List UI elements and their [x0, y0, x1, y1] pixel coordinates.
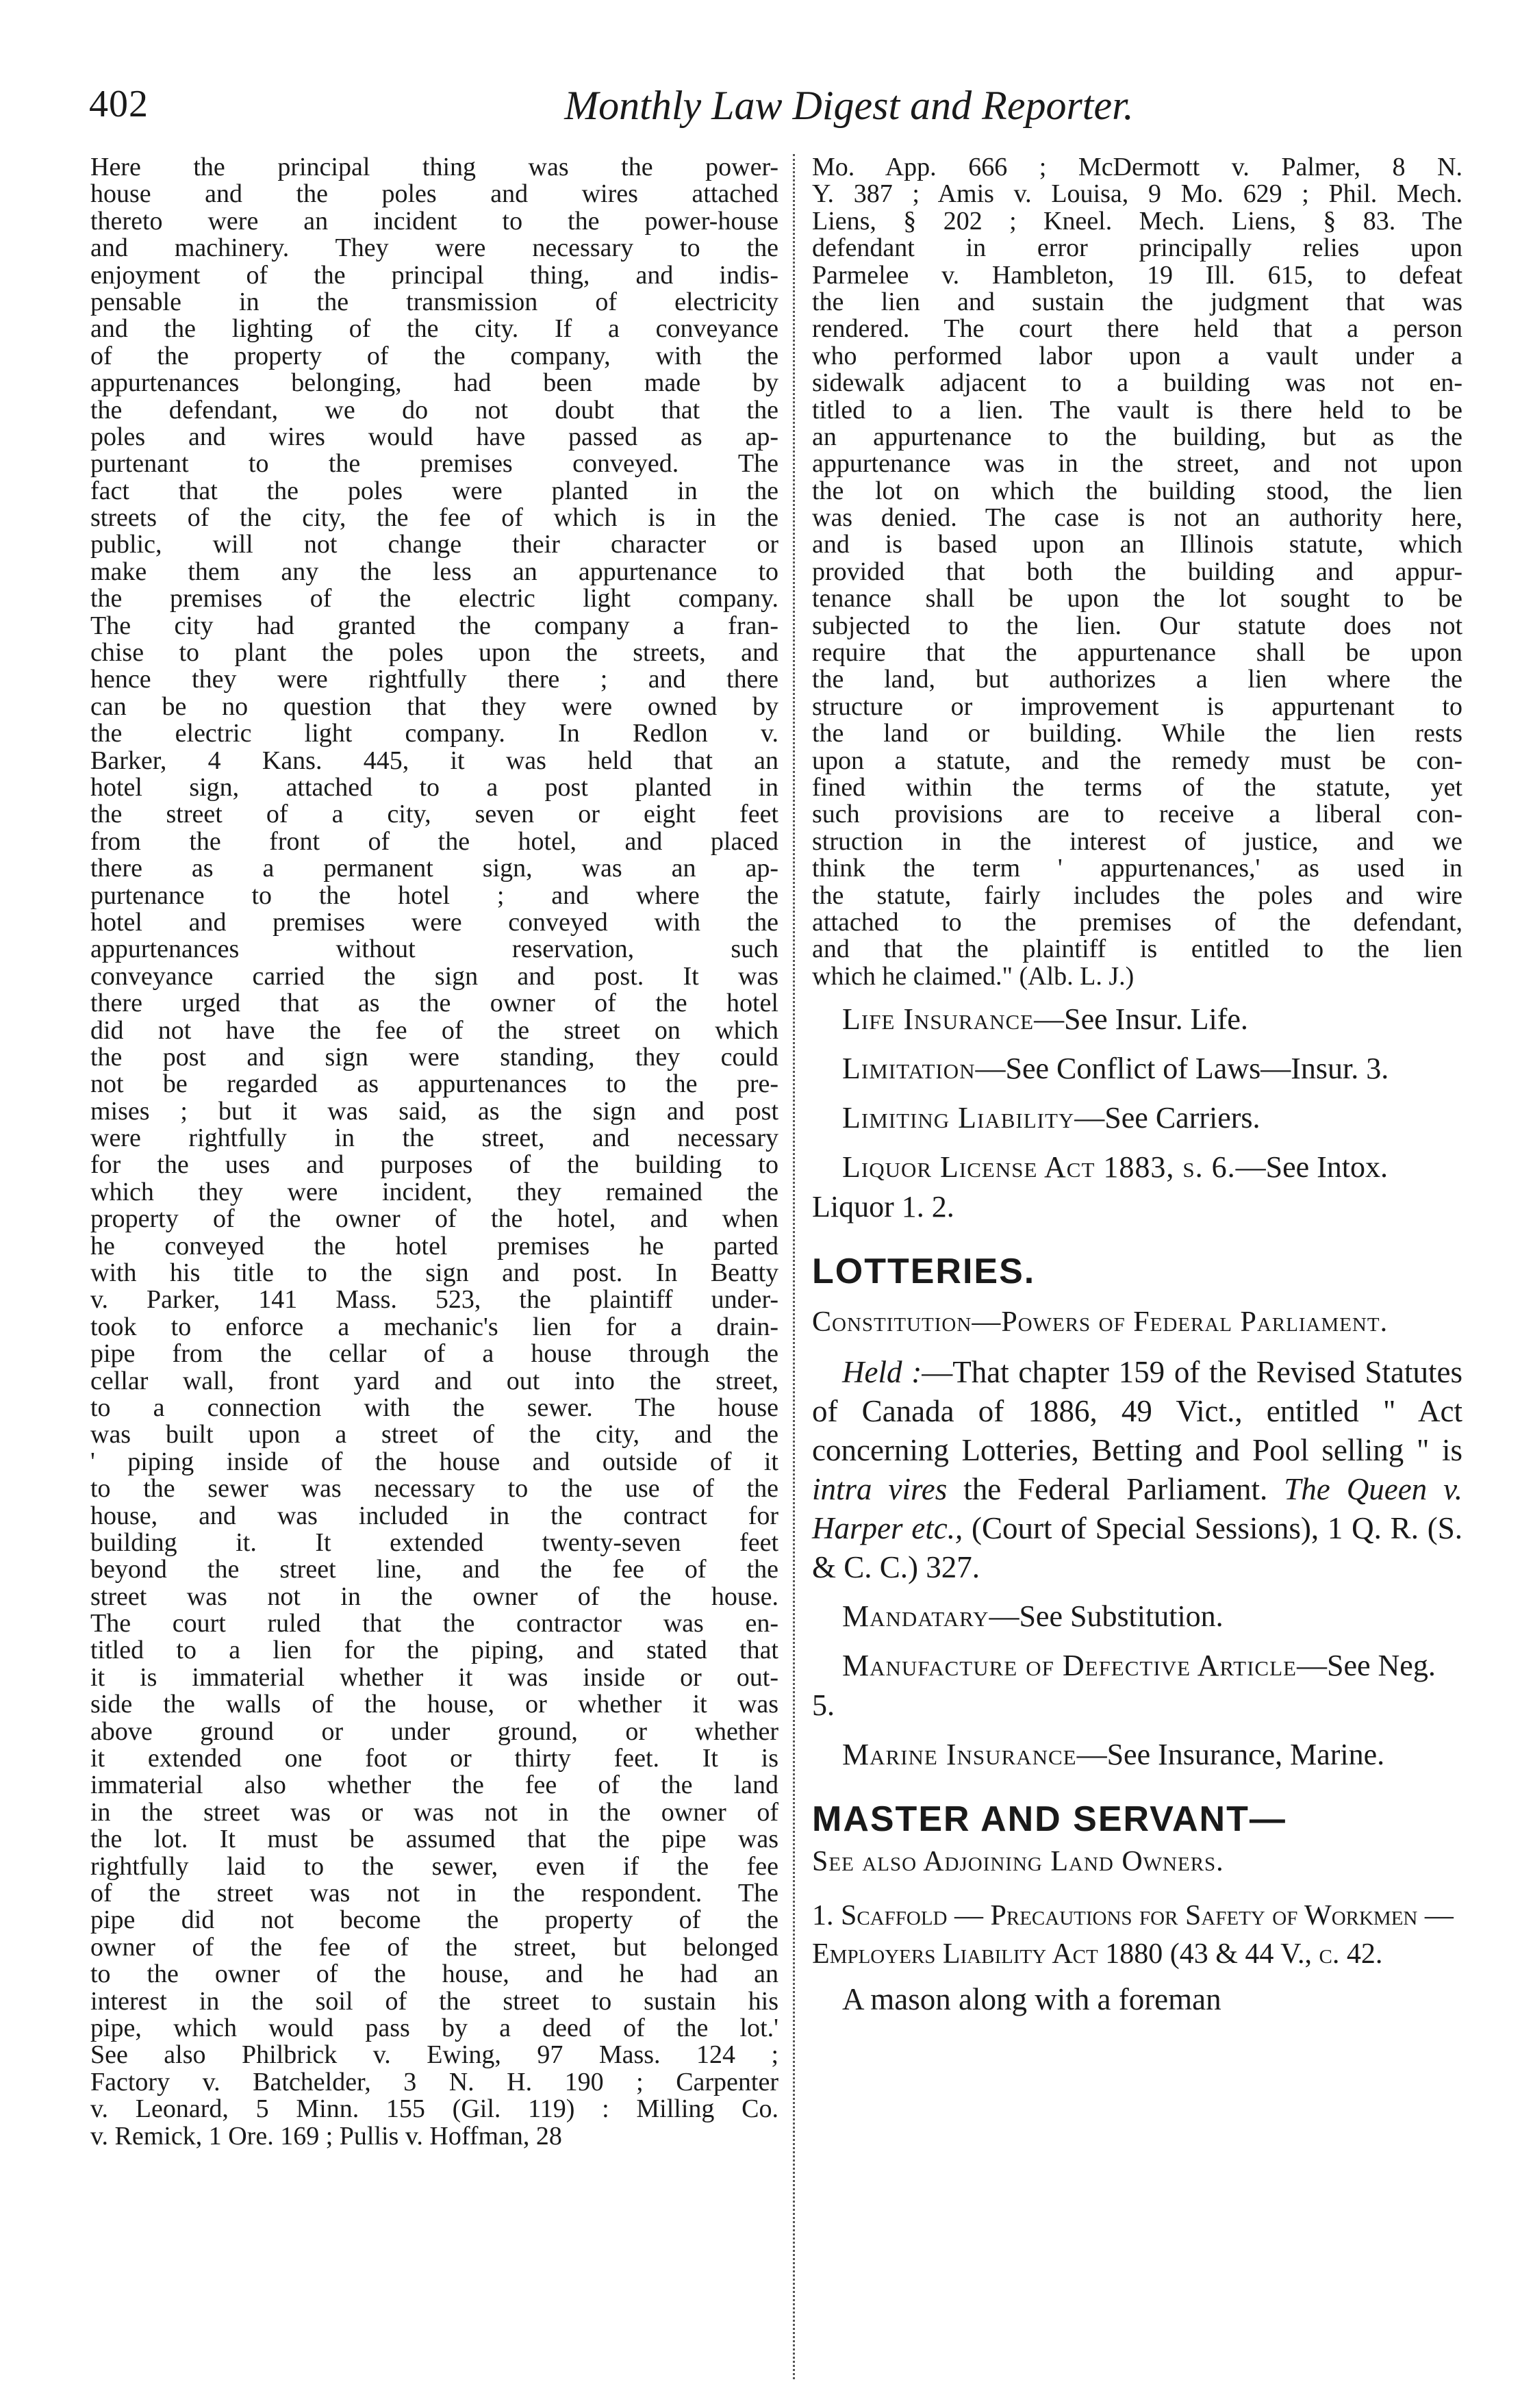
left-column-line: for the uses and purposes of the building to	[90, 1150, 778, 1180]
cross-reference-target: —See Insur. Life.	[1034, 1002, 1248, 1037]
cross-reference-head: Limitation	[842, 1052, 976, 1086]
right-column-line: structure or improvement is appurtenant to	[812, 692, 1462, 721]
left-column-line: mises ; but it was said, as the sign and post	[90, 1096, 778, 1126]
subsection-opening	[812, 1980, 1462, 2019]
right-column-line: the lot on which the building stood, the lien	[812, 476, 1462, 505]
left-column-line: make them any the less an appurtenance to	[90, 557, 778, 586]
left-column-line: hotel sign, attached to a post planted in	[90, 772, 778, 802]
left-column-line: to the owner of the house, and he had an	[90, 1960, 778, 1989]
left-column-line: The city had granted the company a fran-	[90, 611, 778, 640]
right-column-line: struction in the interest of justice, and we	[812, 826, 1462, 856]
opening-text: A mason along with a foreman	[842, 1982, 1221, 2017]
cross-reference-entry	[812, 1646, 1462, 1725]
right-column-line: an appurtenance to the building, but as the	[812, 422, 1462, 451]
cross-reference-target: —See Intox. Liquor 1. 2.	[812, 1150, 1389, 1224]
right-column-line: provided that both the building and appur-	[812, 557, 1462, 586]
right-column-line: Parmelee v. Hambleton, 19 Ill. 615, to defeat	[812, 260, 1462, 290]
left-column-line: it extended one foot or thirty feet. It is	[90, 1744, 778, 1773]
right-column-line: such provisions are to receive a liberal con-	[812, 800, 1462, 829]
right-column-line: rendered. The court there held that a person	[812, 314, 1462, 344]
subsection-title: 1. Scaffold — Precautions for Safety of Workmen — Employers Liability Act 1880 (43 & 44 V., c. 42.	[812, 1900, 1454, 1970]
page-header	[89, 82, 1441, 144]
cross-reference-entry	[812, 1098, 1462, 1138]
left-column-line: pipe did not become the property of the	[90, 1905, 778, 1935]
left-column-line: Barker, 4 Kans. 445, it was held that an	[90, 746, 778, 775]
left-column-line: which they were incident, they remained the	[90, 1177, 778, 1206]
left-column-line: thereto were an incident to the power-house	[90, 206, 778, 236]
right-column-line: Y. 387 ; Amis v. Louisa, 9 Mo. 629 ; Phil. Mech.	[812, 179, 1462, 209]
left-column-line: and machinery. They were necessary to the	[90, 233, 778, 263]
held-text: —That chapter 159 of the Revised Statutes of Canada of 1886, 49 Vict., entitled " Act concerning Lotteries, Betting and Pool selling " is	[812, 1355, 1462, 1468]
right-column-line: require that the appurtenance shall be upon	[812, 638, 1462, 668]
lotteries-subheading: Constitution—Powers of Federal Parliament.	[812, 1306, 1389, 1339]
case-citation: (Court of Special Sessions), 1 Q. R. (S. & C. C.) 327.	[812, 1511, 1462, 1585]
left-column-line: purtenance to the hotel ; and where the	[90, 880, 778, 910]
right-column-line: the statute, fairly includes the poles and wire	[812, 880, 1462, 910]
left-column-line: cellar wall, front yard and out into the street,	[90, 1366, 778, 1395]
right-column-line: which he claimed." (Alb. L. J.)	[812, 961, 1135, 991]
left-column-line: it is immaterial whether it was inside or out-	[90, 1662, 778, 1692]
left-column-line: with his title to the sign and post. In Beatty	[90, 1258, 778, 1288]
left-column-line: immaterial also whether the fee of the land	[90, 1771, 778, 1800]
left-column-line: hence they were rightfully there ; and there	[90, 665, 778, 694]
left-column-line: the street of a city, seven or eight feet	[90, 800, 778, 829]
right-column-line: subjected to the lien. Our statute does not	[812, 611, 1462, 640]
left-column-line: to a connection with the sewer. The house	[90, 1393, 778, 1422]
right-column-line: sidewalk adjacent to a building was not en-	[812, 368, 1462, 398]
right-column-line: the land or building. While the lien rests	[812, 719, 1462, 748]
right-column-line: Mo. App. 666 ; McDermott v. Palmer, 8 N.	[812, 153, 1462, 181]
left-column-line: public, will not change their character or	[90, 530, 778, 559]
section-heading-master-servant: MASTER AND SERVANT—	[812, 1799, 1287, 1840]
left-column-line: took to enforce a mechanic's lien for a drain-	[90, 1312, 778, 1341]
left-column-line: v. Remick, 1 Ore. 169 ; Pullis v. Hoffman, 28	[90, 2121, 562, 2151]
left-column-line: to the sewer was necessary to the use of the	[90, 1474, 778, 1504]
right-column-line: and that the plaintiff is entitled to the lien	[812, 935, 1462, 964]
right-column-line: the land, but authorizes a lien where the	[812, 665, 1462, 694]
left-column-line: interest in the soil of the street to sustain his	[90, 1986, 778, 2016]
left-column-line: of the street was not in the respondent. The	[90, 1879, 778, 1908]
left-column-line: there urged that as the owner of the hotel	[90, 989, 778, 1018]
left-column-line: house and the poles and wires attached	[90, 179, 778, 209]
left-column-line: titled to a lien for the piping, and stated that	[90, 1636, 778, 1665]
left-column-line: from the front of the hotel, and placed	[90, 826, 778, 856]
left-column-line: the defendant, we do not doubt that the	[90, 395, 778, 424]
right-column-line: attached to the premises of the defendant,	[812, 907, 1462, 937]
cross-reference-head: Liquor License Act 1883, s. 6.	[842, 1150, 1236, 1184]
cross-reference-target: —See Substitution.	[989, 1599, 1224, 1634]
cross-reference-target: —See Conflict of Laws—Insur. 3.	[975, 1052, 1389, 1086]
cross-reference-target: —See Insurance, Marine.	[1076, 1738, 1385, 1772]
left-column-line: of the property of the company, with the	[90, 341, 778, 370]
right-column-line: think the term ' appurtenances,' as used in	[812, 854, 1462, 883]
left-column-line: the electric light company. In Redlon v.	[90, 719, 778, 748]
right-column-line: defendant in error principally relies upon	[812, 233, 1462, 263]
right-column-line: was denied. The case is not an authority here,	[812, 503, 1462, 533]
left-column-line: beyond the street line, and the fee of the	[90, 1555, 778, 1584]
right-column-line: and is based upon an Illinois statute, which	[812, 530, 1462, 559]
left-column-line: owner of the fee of the street, but belonged	[90, 1932, 778, 1962]
left-column-line: fact that the poles were planted in the	[90, 476, 778, 505]
left-column-line: v. Parker, 141 Mass. 523, the plaintiff under-	[90, 1285, 778, 1315]
section-heading-lotteries: LOTTERIES.	[812, 1252, 1036, 1292]
left-column-line: Here the principal thing was the power-	[90, 153, 778, 181]
cross-reference-target: —See Carriers.	[1074, 1101, 1260, 1135]
right-column-text	[812, 154, 1462, 990]
right-column-line: titled to a lien. The vault is there held to be	[812, 395, 1462, 424]
left-column-line: Factory v. Batchelder, 3 N. H. 190 ; Carpenter	[90, 2067, 778, 2096]
cross-references-2	[812, 1597, 1462, 1775]
right-column-line: upon a statute, and the remedy must be con-	[812, 746, 1462, 775]
left-column-line: the post and sign were standing, they could	[90, 1042, 778, 1072]
left-column-line: streets of the city, the fee of which is in the	[90, 503, 778, 533]
left-column-line: did not have the fee of the street on which	[90, 1015, 778, 1045]
left-column-line: side the walls of the house, or whether it was	[90, 1690, 778, 1719]
left-column-line: pipe, which would pass by a deed of the lot.'	[90, 2013, 778, 2042]
lotteries-holding	[812, 1353, 1462, 1587]
left-column-line: and the lighting of the city. If a conveyance	[90, 314, 778, 344]
cross-reference-head: Mandatary	[842, 1599, 989, 1634]
left-column-line: appurtenances without reservation, such	[90, 935, 778, 964]
right-column-line: fined within the terms of the statute, yet	[812, 772, 1462, 802]
left-column-line: the premises of the electric light company.	[90, 584, 778, 613]
left-column-line: The court ruled that the contractor was en-	[90, 1609, 778, 1638]
left-column-line: rightfully laid to the sewer, even if the fee	[90, 1851, 778, 1881]
left-column-line: chise to plant the poles upon the streets, and	[90, 638, 778, 668]
left-column-line: conveyance carried the sign and post. It was	[90, 961, 778, 991]
cross-reference-entry	[812, 1049, 1462, 1089]
cross-reference-entry	[812, 1148, 1462, 1227]
cross-reference-entry	[812, 1000, 1462, 1039]
case-name: The Queen v. Harper etc.,	[812, 1472, 1463, 1546]
left-column-line: pensable in the transmission of electricity	[90, 287, 778, 316]
cross-references	[812, 1000, 1462, 1227]
left-column-line: ' piping inside of the house and outside of it	[90, 1447, 778, 1476]
right-column-line: who performed labor upon a vault under a	[812, 341, 1462, 370]
left-column-line: there as a permanent sign, was an ap-	[90, 854, 778, 883]
left-column-line: above ground or under ground, or whether	[90, 1716, 778, 1746]
cross-reference-head: Manufacture of Defective Article	[842, 1649, 1297, 1683]
left-column-line: hotel and premises were conveyed with the	[90, 907, 778, 937]
column-divider	[793, 154, 795, 2379]
right-column-line: tenance shall be upon the lot sought to be	[812, 584, 1462, 613]
left-column-line: property of the owner of the hotel, and when	[90, 1204, 778, 1234]
right-column-line: Liens, § 202 ; Kneel. Mech. Liens, § 83. The	[812, 206, 1462, 236]
left-column-line: street was not in the owner of the house.	[90, 1582, 778, 1611]
cross-reference-target: —See Neg. 5.	[812, 1649, 1436, 1723]
left-column-line: he conveyed the hotel premises he parted	[90, 1231, 778, 1260]
cross-reference-entry	[812, 1597, 1462, 1636]
right-column-line: appurtenance was in the street, and not upon	[812, 449, 1462, 479]
left-column-line: were rightfully in the street, and necessary	[90, 1124, 778, 1153]
right-column	[812, 154, 1462, 2019]
see-also-note: See also Adjoining Land Owners.	[812, 1846, 1224, 1878]
left-column-line: See also Philbrick v. Ewing, 97 Mass. 124 ;	[90, 2040, 778, 2070]
left-column-line: appurtenances belonging, had been made by	[90, 368, 778, 398]
left-column-line: was built upon a street of the city, and the	[90, 1420, 778, 1449]
left-column-line: enjoyment of the principal thing, and indis-	[90, 260, 778, 290]
running-title: Monthly Law Digest and Reporter.	[564, 83, 1134, 128]
intra-vires: intra vires	[812, 1472, 948, 1507]
left-column-line: the lot. It must be assumed that the pipe was	[90, 1825, 778, 1854]
left-column-line: can be no question that they were owned by	[90, 692, 778, 721]
held-text-2: the Federal Parliament.	[963, 1472, 1268, 1507]
left-column-line: pipe from the cellar of a house through the	[90, 1339, 778, 1369]
right-column-line: the lien and sustain the judgment that was	[812, 287, 1462, 316]
left-column	[90, 154, 778, 2150]
left-column-line: building it. It extended twenty-seven feet	[90, 1528, 778, 1557]
page-number: 402	[89, 83, 149, 125]
cross-reference-head: Limiting Liability	[842, 1101, 1075, 1135]
left-column-line: not be regarded as appurtenances to the pre-	[90, 1069, 778, 1099]
left-column-line: house, and was included in the contract for	[90, 1501, 778, 1530]
left-column-line: in the street was or was not in the owner of	[90, 1797, 778, 1827]
cross-reference-entry	[812, 1735, 1462, 1775]
left-column-line: v. Leonard, 5 Minn. 155 (Gil. 119) : Milling Co.	[90, 2094, 778, 2124]
cross-reference-head: Life Insurance	[842, 1002, 1035, 1037]
cross-reference-head: Marine Insurance	[842, 1738, 1077, 1772]
left-column-line: purtenant to the premises conveyed. The	[90, 449, 778, 479]
left-column-line: poles and wires would have passed as ap-	[90, 422, 778, 451]
held-label: Held :	[842, 1355, 922, 1390]
